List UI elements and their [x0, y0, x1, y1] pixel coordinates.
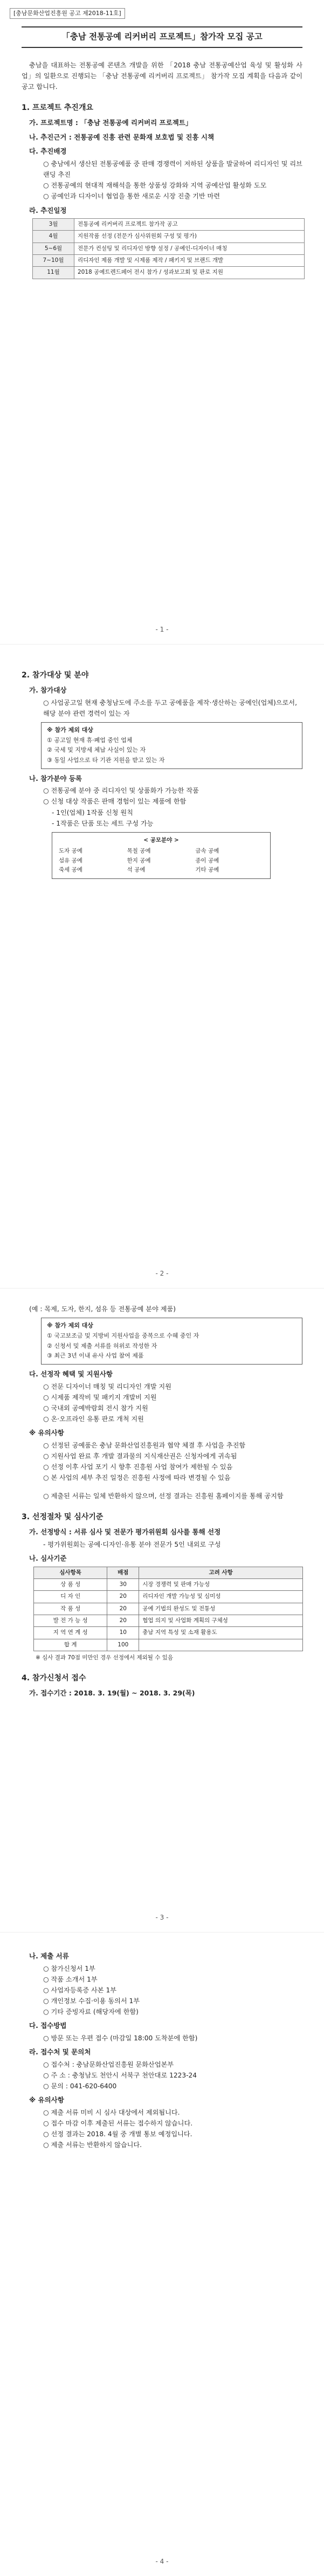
s2-na: 나. 참가분야 등록 — [29, 774, 82, 783]
s2b-da: 다. 선정작 혜택 및 지원사항 — [29, 1369, 113, 1378]
doc-item: ○ 기타 증빙자료 (해당자에 한함) — [43, 2008, 139, 2016]
field-item: 죽세 공예 — [59, 867, 82, 874]
benefit-item: ○ 시제품 제작비 및 패키지 개발비 지원 — [43, 1393, 157, 1401]
benefit-item: ○ 전문 디자이너 매칭 및 리디자인 개발 지원 — [43, 1382, 171, 1390]
schedule-month: 11월 — [33, 267, 74, 279]
col-header: 배점 — [107, 1567, 139, 1578]
s3-ga: 가. 선정방식 : 서류 심사 및 전문가 평가위원회 심사를 통해 선정 — [29, 1528, 221, 1536]
crit-desc: 충남 지역 특성 및 소재 활용도 — [139, 1627, 303, 1639]
note-item: ○ 본 사업의 세부 추진 일정은 진흥원 사정에 따라 변경될 수 있음 — [43, 1474, 231, 1481]
field-item: 석 공예 — [127, 867, 146, 874]
schedule-task: 전문가 컨설팅 및 리디자인 방향 설정 / 공예인-디자이너 매칭 — [74, 243, 305, 254]
field-item: 도자 공예 — [59, 847, 82, 854]
s5-note-title: ※ 유의사항 — [29, 2096, 64, 2104]
schedule-task: 리디자인 제품 개발 및 시제품 제작 / 패키지 및 브랜드 개발 — [74, 255, 305, 267]
s1-na: 나. 추진근거 : 전통공예 진흥 관련 문화재 보호법 및 진흥 시책 — [29, 133, 215, 141]
s5-heading: 나. 제출 서류 — [29, 1952, 69, 1960]
exclusion-item: ② 신청서 및 제출 서류를 허위로 작성한 자 — [47, 1342, 157, 1349]
doc-item: ○ 개인정보 수집·이용 동의서 1부 — [43, 1997, 140, 2005]
s2-reg-0: ○ 전통공예 분야 중 리디자인 및 상품화가 가능한 작품 — [43, 787, 199, 795]
page-number: - 2 - — [155, 1270, 169, 1278]
exclusion-box-2 — [41, 1318, 302, 1365]
table-row — [33, 255, 305, 267]
table-header-row — [34, 1567, 303, 1578]
contact-item: ○ 주 소 : 충청남도 천안시 서북구 천안대로 1223-24 — [43, 2071, 197, 2079]
note-item: ○ 접수 마감 이후 제출된 서류는 접수하지 않습니다. — [43, 2119, 193, 2127]
criteria-note: ※ 심사 결과 70점 미만인 경우 선정에서 제외될 수 있음 — [36, 1654, 174, 1661]
s1-ga: 가. 프로젝트명 : 「충남 전통공예 리커버리 프로젝트」 — [29, 119, 192, 127]
table-row — [33, 267, 305, 279]
s2-reg-3: - 1작품은 단품 또는 세트 구성 가능 — [52, 819, 154, 827]
page-3 — [0, 1288, 324, 1932]
crit-desc: 협업 의지 및 사업화 계획의 구체성 — [139, 1615, 303, 1626]
s2-ga: 가. 참가대상 — [29, 686, 67, 695]
table-row — [34, 1603, 303, 1615]
crit-blank — [139, 1639, 303, 1651]
crit-score: 10 — [107, 1627, 139, 1639]
schedule-month: 4월 — [33, 231, 74, 243]
benefit-item: ○ 국내외 공예박람회 전시 참가 지원 — [43, 1404, 148, 1412]
crit-item: 작 품 성 — [34, 1603, 107, 1615]
p3-top-note: (예 : 목제, 도자, 한지, 섬유 등 전통공예 분야 제품) — [29, 1305, 176, 1313]
schedule-month: 5~6월 — [33, 243, 74, 254]
s1-da: 다. 추진배경 — [29, 147, 67, 156]
crit-desc: 시장 경쟁력 및 판매 가능성 — [139, 1579, 303, 1591]
table-row — [34, 1591, 303, 1603]
s2-reg-2: - 1인(업체) 1작품 신청 원칙 — [52, 808, 133, 816]
section-2-heading: 2. 참가대상 및 분야 — [22, 671, 89, 680]
crit-score: 20 — [107, 1603, 139, 1615]
doc-item: ○ 참가신청서 1부 — [43, 1964, 95, 1972]
doc-item: ○ 사업자등록증 사본 1부 — [43, 1986, 116, 1994]
crit-item: 상 품 성 — [34, 1579, 107, 1591]
schedule-task: 2018 공예트렌드페어 전시 참가 / 성과보고회 및 판로 지원 — [74, 267, 305, 279]
table-row — [34, 1579, 303, 1591]
page-number: - 4 - — [155, 2558, 169, 2566]
field-title: < 공모분야 > — [143, 836, 179, 843]
s3-na: 나. 심사기준 — [29, 1554, 67, 1563]
exclusion-item: ② 국세 및 지방세 체납 사실이 있는 자 — [47, 746, 146, 754]
s1-ra: 라. 추진일정 — [29, 206, 67, 214]
schedule-task: 전통공예 리커버리 프로젝트 참가작 공고 — [74, 219, 305, 231]
s1-bg-2: ○ 공예인과 디자이너 협업을 통한 새로운 시장 진출 기반 마련 — [43, 192, 220, 200]
field-item: 한지 공예 — [127, 857, 151, 864]
note-item: ○ 지원사업 완료 후 개발 결과물의 지식재산권은 신청자에게 귀속됨 — [43, 1452, 237, 1460]
field-item: 금속 공예 — [195, 847, 219, 854]
crit-total-label: 합 계 — [34, 1639, 107, 1651]
page-2 — [0, 644, 324, 1288]
page-number: - 1 - — [155, 626, 169, 634]
crit-desc: 공예 기법의 완성도 및 전통성 — [139, 1603, 303, 1615]
crit-item: 지 역 연 계 성 — [34, 1627, 107, 1639]
col-header: 심사항목 — [34, 1567, 107, 1578]
table-row — [33, 243, 305, 254]
s1-bg-0: ○ 충남에서 생산된 전통공예품 중 판매 경쟁력이 저하된 상품을 발굴하여 리디자인 및 리브랜딩 추진 — [43, 160, 302, 179]
s2b-note-title: ※ 유의사항 — [29, 1429, 64, 1437]
crit-total: 100 — [107, 1639, 139, 1651]
page-4 — [0, 1932, 324, 2576]
table-row — [33, 219, 305, 231]
note-item: ○ 선정된 공예품은 충남 문화산업진흥원과 협약 체결 후 사업을 추진함 — [43, 1441, 246, 1449]
note-item: ○ 제출 서류 미비 시 심사 대상에서 제외됩니다. — [43, 2108, 180, 2116]
page-number: - 3 - — [155, 1914, 169, 1922]
crit-item: 발 전 가 능 성 — [34, 1615, 107, 1626]
exclusion-item: ③ 최근 3년 이내 유사 사업 참여 제품 — [47, 1352, 144, 1360]
s5-ra: 라. 접수처 및 문의처 — [29, 2048, 91, 2056]
s5-how: ○ 방문 또는 우편 접수 (마감일 18:00 도착분에 한함) — [43, 2034, 198, 2042]
schedule-month: 3월 — [33, 219, 74, 231]
s3-ga-sub: - 평가위원회는 공예·디자인·유통 분야 전문가 5인 내외로 구성 — [43, 1540, 221, 1548]
section-1-heading: 1. 프로젝트 추진개요 — [22, 103, 93, 113]
criteria-table — [33, 1567, 303, 1651]
s2-reg-1: ○ 신청 대상 작품은 판매 경험이 있는 제품에 한함 — [43, 798, 187, 806]
contact-item: ○ 문의 : 041-620-6400 — [43, 2082, 117, 2090]
table-row — [34, 1627, 303, 1639]
table-total-row — [34, 1639, 303, 1651]
schedule-month: 7~10월 — [33, 255, 74, 267]
note-item: ○ 제출 서류는 반환하지 않습니다. — [43, 2141, 142, 2149]
exclusion-box — [41, 722, 302, 769]
exclusion-item: ③ 동일 사업으로 타 기관 지원을 받고 있는 자 — [47, 757, 165, 764]
field-item: 섬유 공예 — [59, 857, 82, 864]
exclusion-item: ① 국고보조금 및 지방비 지원사업을 중복으로 수혜 중인 자 — [47, 1332, 199, 1339]
schedule-table — [32, 218, 305, 279]
note-item: ○ 선정 이후 사업 포기 시 향후 진흥원 사업 참여가 제한될 수 있음 — [43, 1463, 233, 1471]
exclusion-title: ※ 참가 제외 대상 — [47, 1322, 93, 1329]
crit-score: 30 — [107, 1579, 139, 1591]
section-3-heading: 3. 선정절차 및 심사기준 — [22, 1513, 104, 1522]
crit-score: 20 — [107, 1615, 139, 1626]
exclusion-item: ① 공고일 현재 휴·폐업 중인 업체 — [47, 736, 133, 744]
exclusion-title: ※ 참가 제외 대상 — [47, 726, 93, 733]
table-row — [34, 1615, 303, 1626]
crit-score: 20 — [107, 1591, 139, 1603]
s5-da: 다. 접수방법 — [29, 2021, 67, 2030]
col-header: 고려 사항 — [139, 1567, 303, 1578]
crit-desc: 리디자인 개발 가능성 및 심미성 — [139, 1591, 303, 1603]
doc-item: ○ 작품 소개서 1부 — [43, 1975, 98, 1983]
section-4-heading: 4. 참가신청서 접수 — [22, 1674, 86, 1683]
field-item: 목칠 공예 — [127, 847, 151, 854]
page-1 — [0, 0, 324, 644]
note-item: ○ 선정 결과는 2018. 4월 중 개별 통보 예정입니다. — [43, 2130, 192, 2138]
table-row — [33, 231, 305, 243]
benefit-item: ○ 온·오프라인 유통 판로 개척 지원 — [43, 1415, 144, 1423]
field-box — [52, 832, 271, 879]
intro-paragraph: 충남을 대표하는 전통공예 콘텐츠 개발을 위한 「2018 충남 전통공예산업 육성 및 활성화 사업」의 일환으로 진행되는 「충남 전통공예 리커버리 프로젝트」 참가작 모집 계획을 다음과 같이 공고 합니다. — [22, 61, 302, 91]
schedule-task: 지원작품 선정 (전문가 심사위원회 구성 및 평가) — [74, 231, 305, 243]
crit-item: 디 자 인 — [34, 1591, 107, 1603]
header-note: [충남문화산업진흥원 공고 제2018-11호] — [10, 8, 125, 19]
page-title: 「충남 전통공예 리커버리 프로젝트」참가작 모집 공고 — [22, 26, 302, 48]
field-item: 기타 공예 — [195, 867, 219, 874]
s2b-para: ○ 제출된 서류는 일체 반환하지 않으며, 선정 결과는 진흥원 홈페이지를 통해 공지함 — [43, 1492, 284, 1500]
s4-ga: 가. 접수기간 : 2018. 3. 19(월) ~ 2018. 3. 29(목) — [29, 1689, 195, 1698]
contact-item: ○ 접수처 : 충남문화산업진흥원 문화산업본부 — [43, 2060, 174, 2068]
s1-bg-1: ○ 전통공예의 현대적 재해석을 통한 상품성 강화와 지역 공예산업 활성화 도모 — [43, 182, 267, 190]
s2-target: ○ 사업공고일 현재 충청남도에 주소를 두고 공예품을 제작·생산하는 공예인(업체)으로서, 해당 분야 관련 경력이 있는 자 — [43, 698, 297, 717]
field-item: 종이 공예 — [195, 857, 219, 864]
